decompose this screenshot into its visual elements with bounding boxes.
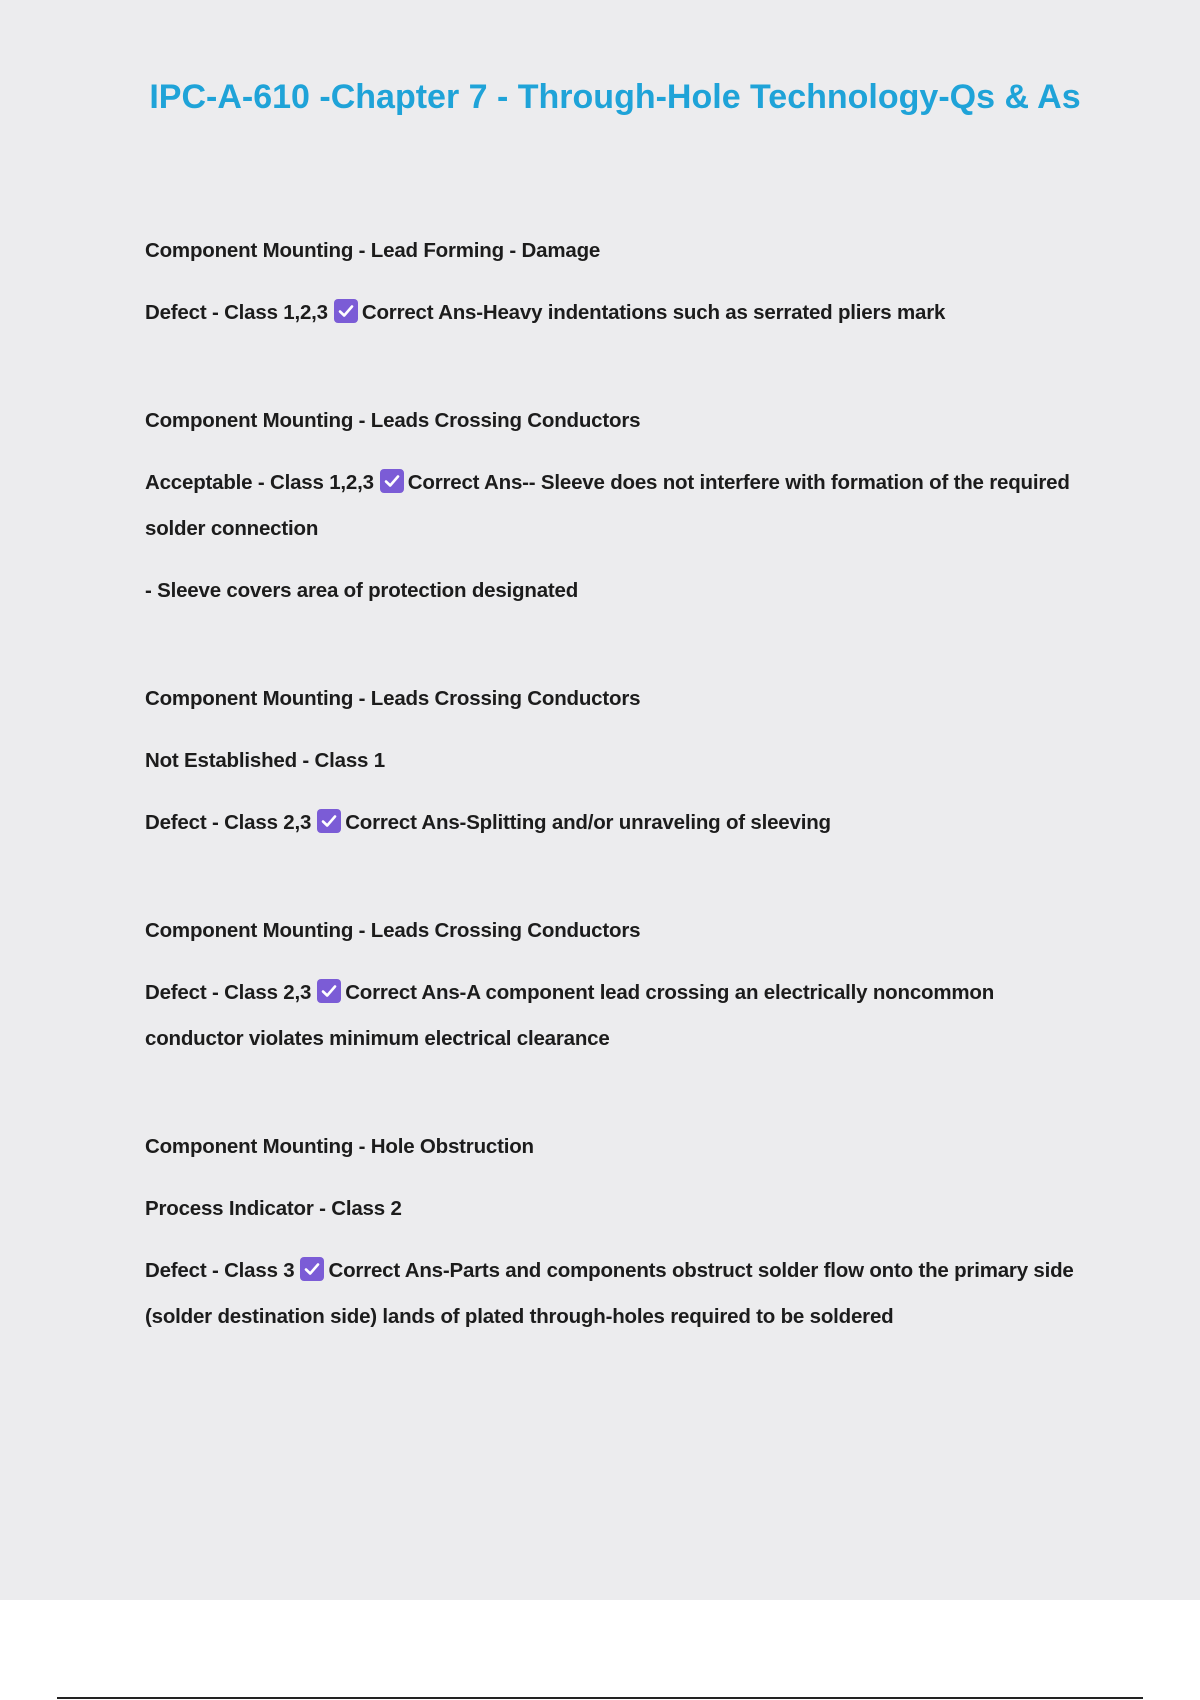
qa-item <box>145 228 1090 336</box>
qa-list <box>145 228 1090 1340</box>
qa-item <box>145 676 1090 846</box>
class-note: Not Established - Class 1 <box>145 749 385 772</box>
question-text: Component Mounting - Leads Crossing Conductors <box>145 919 641 942</box>
answer-text: Correct Ans-Parts and components obstruct solder flow onto the primary side (solder destination side) lands of plated through-holes required to be soldered <box>145 1259 1074 1328</box>
qa-item <box>145 1124 1090 1340</box>
answer-text: Correct Ans-Splitting and/or unraveling of sleeving <box>345 811 831 834</box>
check-box-icon <box>300 1257 324 1281</box>
answer-line <box>145 970 1090 1062</box>
document-title: IPC-A-610 -Chapter 7 - Through-Hole Technology-Qs & As <box>149 78 1081 116</box>
answer-line <box>145 460 1090 552</box>
qa-item <box>145 908 1090 1062</box>
qa-item <box>145 398 1090 614</box>
answer-extra: - Sleeve covers area of protection designated <box>145 579 579 602</box>
answer-line <box>145 1248 1090 1340</box>
check-box-icon <box>317 809 341 833</box>
answer-class: Defect - Class 1,2,3 <box>145 301 328 324</box>
question-text: Component Mounting - Hole Obstruction <box>145 1135 534 1158</box>
answer-text: Correct Ans-- Sleeve does not interfere with formation of the required solder connection <box>145 471 1070 540</box>
answer-class: Defect - Class 3 <box>145 1259 295 1282</box>
answer-class: Acceptable - Class 1,2,3 <box>145 471 374 494</box>
answer-line <box>145 800 1090 846</box>
answer-line <box>145 290 1090 336</box>
answer-class: Defect - Class 2,3 <box>145 981 312 1004</box>
question-text: Component Mounting - Lead Forming - Damage <box>145 239 601 262</box>
answer-text: Correct Ans-A component lead crossing an electrically noncommon conductor violates minimum electrical clearance <box>145 981 995 1050</box>
class-note: Process Indicator - Class 2 <box>145 1197 402 1220</box>
check-box-icon <box>380 469 404 493</box>
question-text: Component Mounting - Leads Crossing Conductors <box>145 687 641 710</box>
check-box-icon <box>334 299 358 323</box>
question-text: Component Mounting - Leads Crossing Conductors <box>145 409 641 432</box>
answer-class: Defect - Class 2,3 <box>145 811 312 834</box>
footer-divider <box>57 1697 1143 1699</box>
check-box-icon <box>317 979 341 1003</box>
answer-text: Correct Ans-Heavy indentations such as serrated pliers mark <box>361 301 946 324</box>
